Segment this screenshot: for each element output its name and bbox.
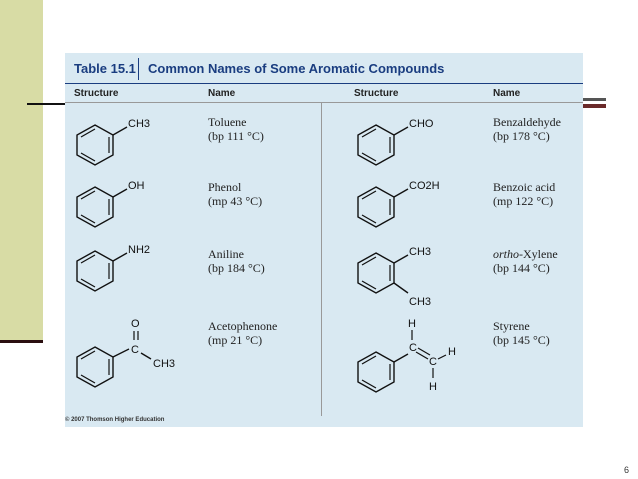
acetophenone-oxygen: O (131, 318, 140, 330)
acetophenone-methyl: CH3 (153, 358, 176, 370)
styrene-name (493, 319, 550, 347)
header-structure-left: Structure (74, 88, 119, 99)
benzoic-acid-structure (352, 175, 462, 235)
left-decor-band (0, 0, 43, 342)
acetophenone-carbon: C (131, 344, 139, 356)
compound-name: Phenol (208, 180, 242, 194)
compound-property: (mp 122 °C) (493, 194, 554, 208)
name-prefix: ortho (493, 247, 520, 261)
page-number: 6 (624, 465, 630, 475)
name-suffix: -Xylene (519, 247, 558, 261)
compound-name: Benzoic acid (493, 180, 556, 194)
compound-name: Styrene (493, 319, 530, 333)
header-name-left: Name (208, 88, 236, 99)
styrene-structure (352, 318, 482, 398)
styrene-h-top: H (408, 318, 416, 330)
compound-property: (bp 178 °C) (493, 129, 550, 143)
ortho-xylene-name (493, 247, 558, 275)
benzoic-acid-substituent: CO2H (409, 180, 440, 192)
compound-property: (bp 144 °C) (493, 261, 550, 275)
phenol-name (208, 180, 262, 208)
compound-name: Acetophenone (208, 319, 278, 333)
compound-name: Benzaldehyde (493, 115, 561, 129)
table-number: Table 15.1 (74, 61, 136, 76)
compound-name: Aniline (208, 247, 244, 261)
toluene-substituent: CH3 (128, 118, 151, 130)
right-rule-top (583, 98, 606, 101)
compound-property: (bp 145 °C) (493, 333, 550, 347)
bottom-left-rule (0, 340, 43, 343)
compound-property: (bp 111 °C) (208, 129, 264, 143)
aniline-substituent: NH2 (128, 244, 151, 256)
header-rule-bottom (65, 102, 583, 103)
table-title: Common Names of Some Aromatic Compounds (148, 61, 445, 76)
aniline-structure (71, 239, 181, 299)
compound-property: (mp 43 °C) (208, 194, 263, 208)
column-divider (321, 103, 322, 416)
aromatic-compounds-table (65, 53, 583, 427)
phenol-substituent: OH (128, 180, 145, 192)
compound-property: (mp 21 °C) (208, 333, 263, 347)
title-divider (138, 58, 139, 80)
styrene-h-right: H (448, 346, 456, 358)
compound-name (493, 247, 558, 261)
compound-property: (bp 184 °C) (208, 261, 265, 275)
aniline-name (208, 247, 265, 275)
table-title-bar (65, 53, 583, 83)
styrene-c1: C (409, 342, 417, 354)
acetophenone-structure (71, 315, 191, 395)
right-rule-bottom (583, 104, 606, 108)
styrene-h-bottom: H (429, 381, 437, 393)
toluene-name (208, 115, 264, 143)
phenol-structure (71, 175, 181, 235)
compound-name: Toluene (208, 115, 247, 129)
copyright-credit: © 2007 Thomson Higher Education (65, 417, 165, 423)
styrene-c2: C (429, 356, 437, 368)
benzaldehyde-substituent: CHO (409, 118, 434, 130)
ortho-xylene-structure (352, 241, 462, 313)
ortho-xylene-methyl-2: CH3 (409, 296, 432, 308)
toluene-structure (71, 113, 181, 173)
left-rule (27, 103, 67, 105)
benzaldehyde-structure (352, 113, 462, 173)
benzaldehyde-name (493, 115, 561, 143)
header-name-right: Name (493, 88, 521, 99)
header-structure-right: Structure (354, 88, 399, 99)
benzoic-acid-name (493, 180, 555, 208)
acetophenone-name (208, 319, 277, 347)
ortho-xylene-methyl-1: CH3 (409, 246, 432, 258)
header-rule (65, 83, 583, 84)
